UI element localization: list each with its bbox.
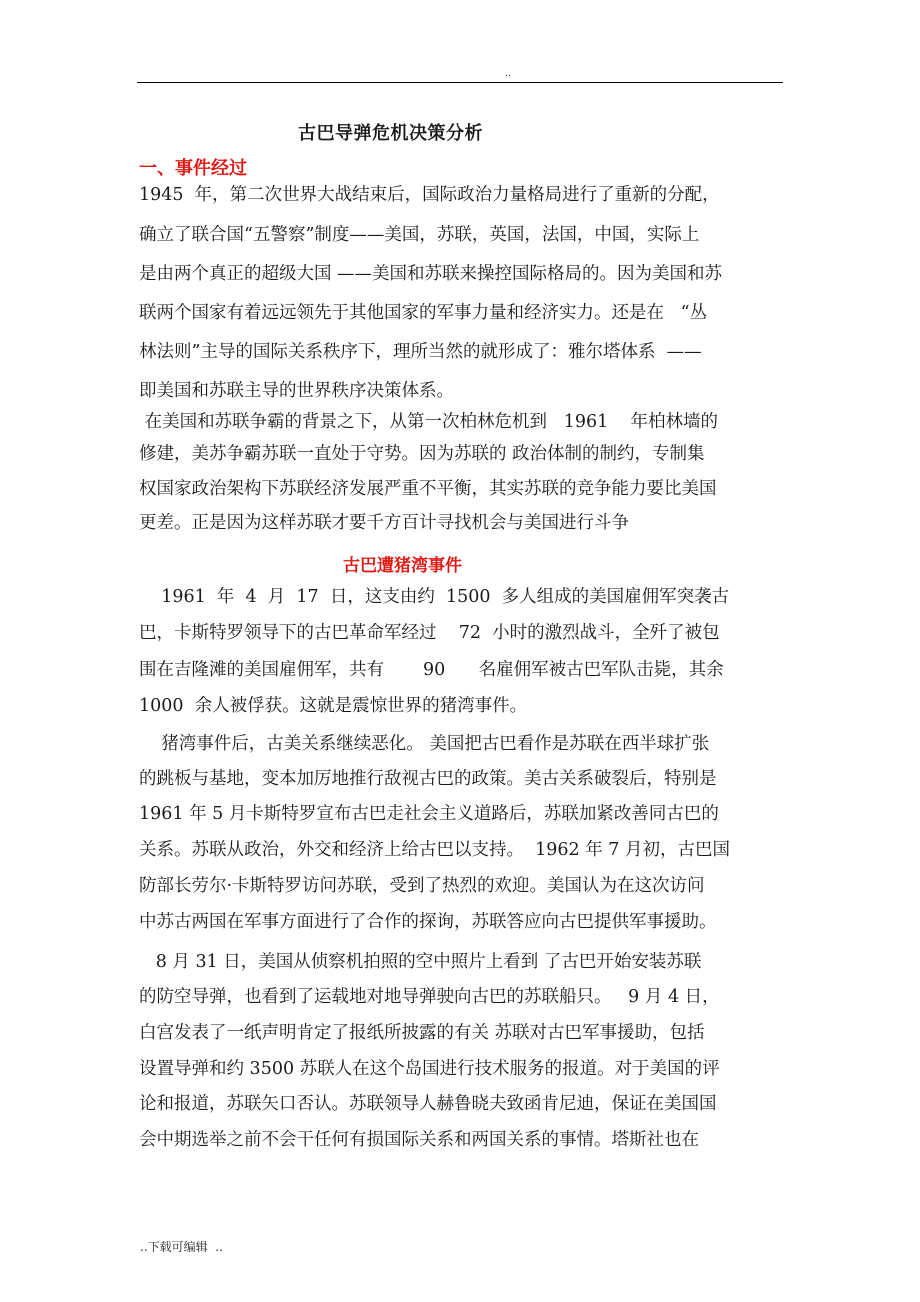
text-line: 会中期选举之前不会干任何有损国际关系和两国关系的事情。塔斯社也在 — [139, 1130, 699, 1150]
text-line: 林法则”主导的国际关系秩序下，理所当然的就形成了：雅尔塔体系 —— — [139, 342, 702, 362]
subsection-heading: 古巴遭猪湾事件 — [343, 556, 462, 576]
text-line: 即美国和苏联主导的世界秩序决策体系。 — [139, 381, 454, 401]
text-line: 中苏古两国在军事方面进行了合作的探询，苏联答应向古巴提供军事援助。 — [139, 912, 717, 932]
text-line: 防部长劳尔·卡斯特罗访问苏联，受到了热烈的欢迎。美国认为在这次访问 — [139, 876, 705, 896]
text-line: 权国家政治架构下苏联经济发展严重不平衡，其实苏联的竞争能力要比美国 — [139, 479, 717, 499]
text-line: 1945 年，第二次世界大战结束后，国际政治力量格局进行了重新的分配， — [139, 185, 720, 205]
header-mark: .. — [505, 68, 512, 79]
text-line: 的跳板与基地，变本加厉地推行敌视古巴的政策。美古关系破裂后，特别是 — [139, 769, 717, 789]
text-line: 1961 年 5 月卡斯特罗宣布古巴走社会主义道路后，苏联加紧改善同古巴的 — [139, 804, 719, 824]
text-line: 巴，卡斯特罗领导下的古巴革命军经过 72 小时的激烈战斗，全歼了被包 — [139, 623, 720, 643]
text-line: 白宫发表了一纸声明肯定了报纸所披露的有关 苏联对古巴军事援助，包括 — [139, 1023, 705, 1043]
document-title: 古巴导弹危机决策分析 — [298, 123, 483, 144]
text-line: 关系。苏联从政治，外交和经济上给古巴以支持。 1962 年 7 月初，古巴国 — [139, 840, 730, 860]
text-line: 1000 余人被俘获。这就是震惊世界的猪湾事件。 — [139, 696, 528, 716]
page-footer: ..下载可编辑 .. — [140, 1240, 223, 1254]
text-line: 论和报道，苏联矢口否认。苏联领导人赫鲁晓夫致函肯尼迪，保证在美国国 — [139, 1094, 717, 1114]
text-line: 是由两个真正的超级大国 ——美国和苏联来操控国际格局的。因为美国和苏 — [139, 264, 723, 284]
text-line: 设置导弹和约 3500 苏联人在这个岛国进行技术服务的报道。对于美国的评 — [139, 1059, 720, 1079]
text-line: 更差。正是因为这样苏联才要千方百计寻找机会与美国进行斗争 — [139, 513, 629, 533]
section-heading: 一、事件经过 — [139, 158, 247, 179]
text-line: 的防空导弹，也看到了运载地对地导弹驶向古巴的苏联船只。 9 月 4 日， — [139, 987, 720, 1007]
text-line: 在美国和苏联争霸的背景之下，从第一次柏林危机到 1961 年柏林墙的 — [139, 412, 719, 432]
text-line: 猪湾事件后，古美关系继续恶化。 美国把古巴看作是苏联在西半球扩张 — [139, 734, 710, 754]
text-line: 8 月 31 日，美国从侦察机拍照的空中照片上看到 了古巴开始安装苏联 — [139, 952, 702, 972]
header-rule — [137, 82, 783, 83]
text-line: 联两个国家有着远远领先于其他国家的军事力量和经济实力。还是在 “丛 — [139, 303, 708, 323]
text-line: 1961 年 4 月 17 日，这支由约 1500 多人组成的美国雇佣军突袭古 — [139, 587, 730, 607]
text-line: 围在吉隆滩的美国雇佣军，共有 90 名雇佣军被古巴军队击毙，其余 — [139, 660, 724, 680]
text-line: 修建，美苏争霸苏联一直处于守势。因为苏联的 政治体制的制约，专制集 — [139, 444, 705, 464]
text-line: 确立了联合国“五警察”制度——美国，苏联，英国，法国，中国，实际上 — [139, 225, 700, 245]
